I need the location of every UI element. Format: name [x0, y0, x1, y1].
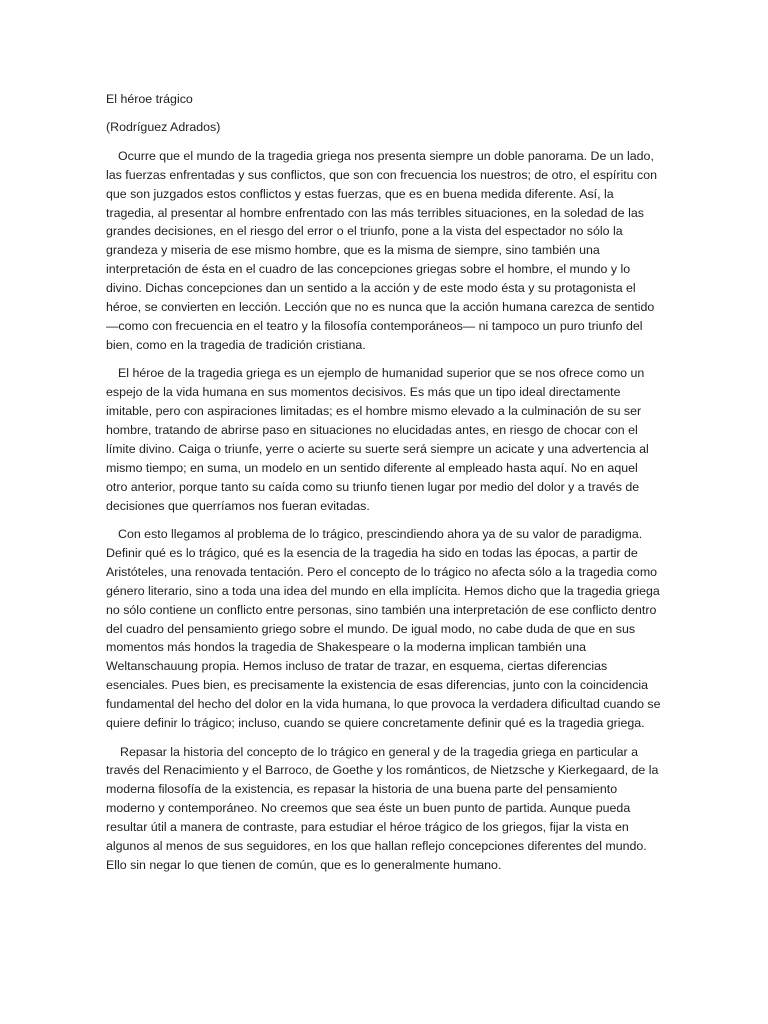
paragraph-4: Repasar la historia del concepto de lo trágico en general y de la tragedia griega en particular a través del Renacimiento y el Barroco, de Goethe y los románticos, de Nietzsche y Kierkegaard, de la moderna filosofía de la existencia, es repasar la historia de una buena parte del pensamiento moderno y contemporáneo. No creemos que sea éste un buen punto de partida. Aunque pueda resultar útil a manera de contraste, para estudiar el héroe trágico de los griegos, fijar la vista en algunos al menos de sus seguidores, en los que hallan reflejo concepciones diferentes del mundo. Ello sin negar lo que tienen de común, que es lo generalmente humano. — [106, 744, 659, 872]
document-body — [106, 90, 662, 884]
paragraph-2: El héroe de la tragedia griega es un ejemplo de humanidad superior que se nos ofrece como un espejo de la vida humana en sus momentos decisivos. Es más que un tipo ideal directamente imitable, pero con aspiraciones limitadas; es el hombre mismo elevado a la culminación de su ser hombre, tratando de abrirse paso en situaciones no elucidadas antes, en riesgo de chocar con el límite divino. Caiga o triunfe, yerre o acierte su suerte será siempre un acicate y una advertencia al mismo tiempo; en suma, un modelo en un sentido diferente al empleado hasta aquí. No en aquel otro anterior, porque tanto su caída como su triunfo tienen lugar por medio del dolor y a través de decisiones que querríamos nos fueran evitadas. — [106, 366, 649, 513]
document-title: El héroe trágico — [106, 92, 193, 106]
paragraph-3: Con esto llegamos al problema de lo trágico, prescindiendo ahora ya de su valor de paradigma. Definir qué es lo trágico, qué es la esencia de la tragedia ha sido en todas las épocas, a partir de Aristóteles, una renovada tentación. Pero el concepto de lo trágico no afecta sólo a la tragedia como género literario, sino a toda una idea del mundo en ella implícita. Hemos dicho que la tragedia griega no sólo contiene un conflicto entre personas, sino también una interpretación de ese conflicto dentro del cuadro del pensamiento griego sobre el mundo. De igual modo, no cabe duda de que en sus momentos más hondos la tragedia de Shakespeare o la moderna implican también una Weltanschauung propia. Hemos incluso de tratar de trazar, en esquema, ciertas diferencias esenciales. Pues bien, es precisamente la existencia de esas diferencias, junto con la coincidencia fundamental del hecho del dolor en la vida humana, lo que provoca la verdadera dificultad cuando se quiere definir lo trágico; incluso, cuando se quiere concretamente definir qué es la tragedia griega. — [106, 527, 661, 731]
paragraph-1: Ocurre que el mundo de la tragedia griega nos presenta siempre un doble panorama. De un lado, las fuerzas enfrentadas y sus conflictos, que son con frecuencia los nuestros; de otro, el espíritu con que son juzgados estos conflictos y estas fuerzas, que es en buena medida diferente. Así, la tragedia, al presentar al hombre enfrentado con las más terribles situaciones, en la soledad de las grandes decisiones, en el riesgo del error o el triunfo, pone a la vista del espectador no sólo la grandeza y miseria de ese mismo hombre, que es la misma de siempre, sino también una interpretación de ésta en el cuadro de las concepciones griegas sobre el hombre, el mundo y lo divino. Dichas concepciones dan un sentido a la acción y de este modo ésta y su protagonista el héroe, se convierten en lección. Lección que no es nunca que la acción humana carezca de sentido —como con frecuencia en el teatro y la filosofía contemporáneos— ni tampoco un puro triunfo del bien, como en la tragedia de tradición cristiana. — [106, 148, 657, 352]
document-author: (Rodríguez Adrados) — [106, 120, 221, 135]
